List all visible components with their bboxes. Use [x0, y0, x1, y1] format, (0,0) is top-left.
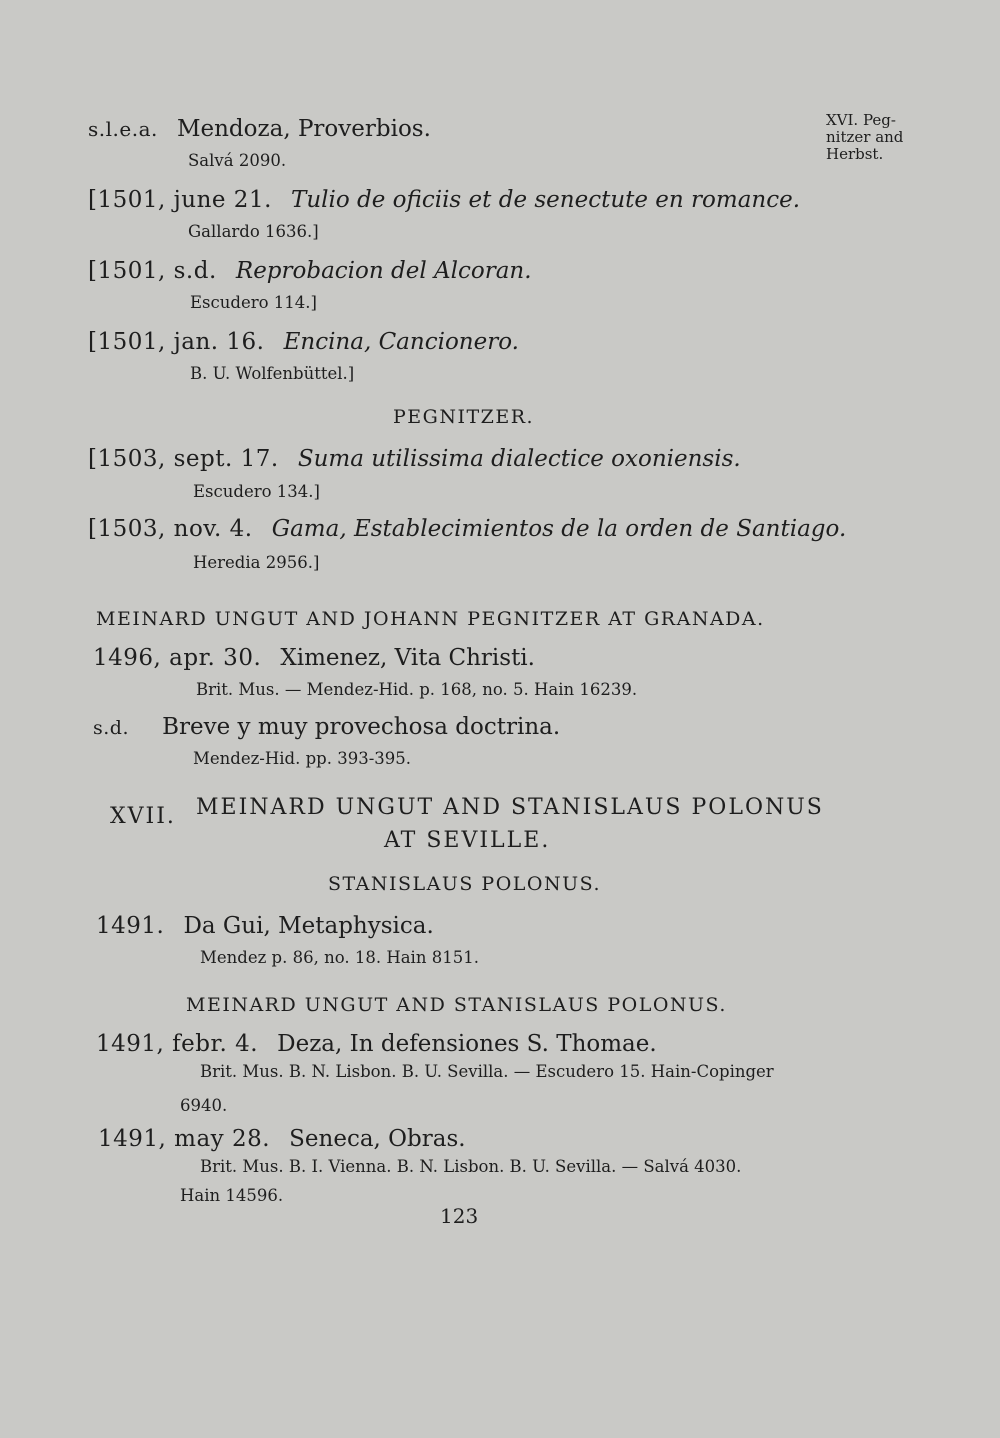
- section-heading: STANISLAUS POLONUS.: [328, 873, 601, 895]
- entry: [88, 516, 846, 542]
- entry-date: [1501, s.d.: [88, 258, 217, 284]
- margin-note: [826, 112, 946, 163]
- entry: [93, 645, 535, 671]
- entry-title: Reprobacion del Alcoran.: [235, 258, 532, 284]
- entry-date: [1503, sept. 17.: [88, 446, 279, 472]
- entry-title: Gama, Establecimientos de la orden de Santiago.: [271, 516, 847, 542]
- entry: [88, 446, 741, 472]
- entry-reference-continued: 6940.: [180, 1096, 228, 1115]
- entry-date: s.l.e.a.: [88, 117, 158, 141]
- entry-reference: Salvá 2090.: [188, 151, 287, 170]
- entry-title: Da Gui, Metaphysica.: [183, 913, 434, 939]
- entry-date: [1501, jan. 16.: [88, 329, 265, 355]
- margin-note-line: XVI. Peg-: [826, 111, 896, 129]
- entry-title: Ximenez, Vita Christi.: [280, 645, 535, 671]
- entry-reference: B. U. Wolfenbüttel.]: [190, 364, 355, 383]
- entry-date: 1491, may 28.: [98, 1126, 271, 1152]
- entry: [93, 714, 560, 740]
- entry-date: 1496, apr. 30.: [93, 645, 262, 671]
- entry-reference: Heredia 2956.]: [193, 553, 320, 572]
- margin-note-line: nitzer and: [826, 128, 904, 146]
- entry-date: 1491.: [96, 913, 165, 939]
- entry-reference: Brit. Mus. B. N. Lisbon. B. U. Sevilla. — Escudero 15. Hain-Copinger: [200, 1062, 774, 1081]
- entry-reference: Escudero 114.]: [190, 293, 317, 312]
- chapter-title: AT SEVILLE.: [384, 828, 551, 853]
- section-heading: PEGNITZER.: [393, 406, 535, 428]
- entry: [88, 258, 532, 284]
- entry-title: Mendoza, Proverbios.: [176, 116, 431, 142]
- entry-reference: Gallardo 1636.]: [188, 222, 319, 241]
- entry-title: Seneca, Obras.: [289, 1126, 466, 1152]
- entry-title: Breve y muy provechosa doctrina.: [162, 714, 561, 740]
- entry: [88, 187, 800, 213]
- entry: [96, 1031, 657, 1057]
- chapter-number: XVII.: [110, 804, 176, 829]
- entry: [96, 913, 434, 939]
- entry-title: Encina, Cancionero.: [283, 329, 519, 355]
- entry-reference: Escudero 134.]: [193, 482, 320, 501]
- entry: [98, 1126, 466, 1152]
- entry-date: 1491, febr. 4.: [96, 1031, 259, 1057]
- entry-reference: Brit. Mus. B. I. Vienna. B. N. Lisbon. B. U. Sevilla. — Salvá 4030.: [200, 1157, 742, 1176]
- entry-title: Tulio de oficiis et de senectute en romance.: [290, 187, 801, 213]
- entry-reference: Mendez-Hid. pp. 393-395.: [193, 749, 412, 768]
- entry-reference: Brit. Mus. — Mendez-Hid. p. 168, no. 5. Hain 16239.: [196, 680, 638, 699]
- section-heading: MEINARD UNGUT AND JOHANN PEGNITZER AT GRANADA.: [96, 608, 765, 630]
- entry-title: Suma utilissima dialectice oxoniensis.: [297, 446, 741, 472]
- margin-note-line: Herbst.: [826, 145, 884, 163]
- entry-date: s.d.: [93, 717, 129, 739]
- entry: [88, 329, 519, 355]
- entry-reference-continued: Hain 14596.: [180, 1186, 284, 1205]
- entry: [88, 116, 431, 142]
- chapter-title: MEINARD UNGUT AND STANISLAUS POLONUS: [196, 795, 824, 820]
- entry-title: Deza, In defensiones S. Thomae.: [277, 1031, 657, 1057]
- section-heading: MEINARD UNGUT AND STANISLAUS POLONUS.: [186, 994, 727, 1016]
- page-number: 123: [440, 1204, 479, 1228]
- entry-reference: Mendez p. 86, no. 18. Hain 8151.: [200, 948, 479, 967]
- entry-date: [1501, june 21.: [88, 187, 272, 213]
- entry-date: [1503, nov. 4.: [88, 516, 253, 542]
